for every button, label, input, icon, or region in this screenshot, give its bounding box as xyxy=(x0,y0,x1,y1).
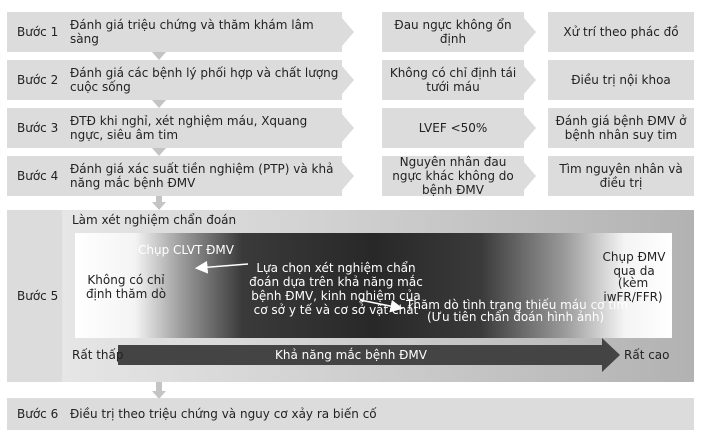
step-condition-text: Nguyên nhân đau ngực khác không do bệnh ĐMV xyxy=(392,155,514,197)
ct-angiography-label: Chụp CLVT ĐMV xyxy=(138,243,234,257)
step-label-text: Bước 1 xyxy=(17,25,59,39)
step6-label xyxy=(7,398,65,430)
step-action-text: Điều trị nội khoa xyxy=(571,73,671,87)
no-indication-text: Không có chỉ định thăm dò xyxy=(85,273,167,301)
step-action-text: Xử trí theo phác đồ xyxy=(563,25,679,39)
step5-label-text: Bước 5 xyxy=(17,289,59,303)
ischemia-test-note: (Ưu tiên chẩn đoán hình ảnh) xyxy=(427,310,605,324)
step-action-text: Tìm nguyên nhân và điều trị xyxy=(559,162,683,190)
step-main-text: Đánh giá xác suất tiền nghiệm (PTP) và khả năng mắc bệnh ĐMV xyxy=(70,162,334,190)
step-main-text: ĐTĐ khi nghỉ, xét nghiệm máu, Xquang ngực, siêu âm tim xyxy=(70,114,308,142)
probability-axis-label: Khả năng mắc bệnh ĐMV xyxy=(275,348,427,362)
test-choice-text: Lựa chọn xét nghiệm chẩn đoán dựa trên khả năng mắc bệnh ĐMV, kinh nghiệm của cơ sở y tế và cơ sở vật chất xyxy=(249,261,423,317)
probability-high-label: Rất cao xyxy=(624,348,670,362)
step-label-text: Bước 4 xyxy=(17,169,59,183)
step-main-text: Đánh giá triệu chứng và thăm khám lâm sàng xyxy=(70,18,314,46)
step5-title: Làm xét nghiệm chẩn đoán xyxy=(72,213,237,227)
probability-low-label: Rất thấp xyxy=(72,348,124,362)
step-action-text: Đánh giá bệnh ĐMV ở bệnh nhân suy tim xyxy=(555,114,687,142)
step6-box xyxy=(62,398,694,430)
step-label-text: Bước 2 xyxy=(17,73,59,87)
step6-text: Điều trị theo triệu chứng và nguy cơ xảy ra biến cố xyxy=(70,407,377,421)
step-condition-text: LVEF <50% xyxy=(418,121,488,135)
invasive-angiography-label: Chụp ĐMV qua da xyxy=(602,250,666,278)
step-main-text: Đánh giá các bệnh lý phối hợp và chất lượng cuộc sống xyxy=(70,66,339,94)
invasive-angiography-note: (kèm iwFR/FFR) xyxy=(603,276,663,304)
step-condition-text: Đau ngực không ổn định xyxy=(394,18,512,46)
step-label-text: Bước 3 xyxy=(17,121,59,135)
step6-label-text: Bước 6 xyxy=(17,407,59,421)
ischemia-test-label: Thăm dò tình trạng thiếu máu cơ tim xyxy=(406,298,629,312)
step-condition-text: Không có chỉ định tái tưới máu xyxy=(389,66,517,94)
